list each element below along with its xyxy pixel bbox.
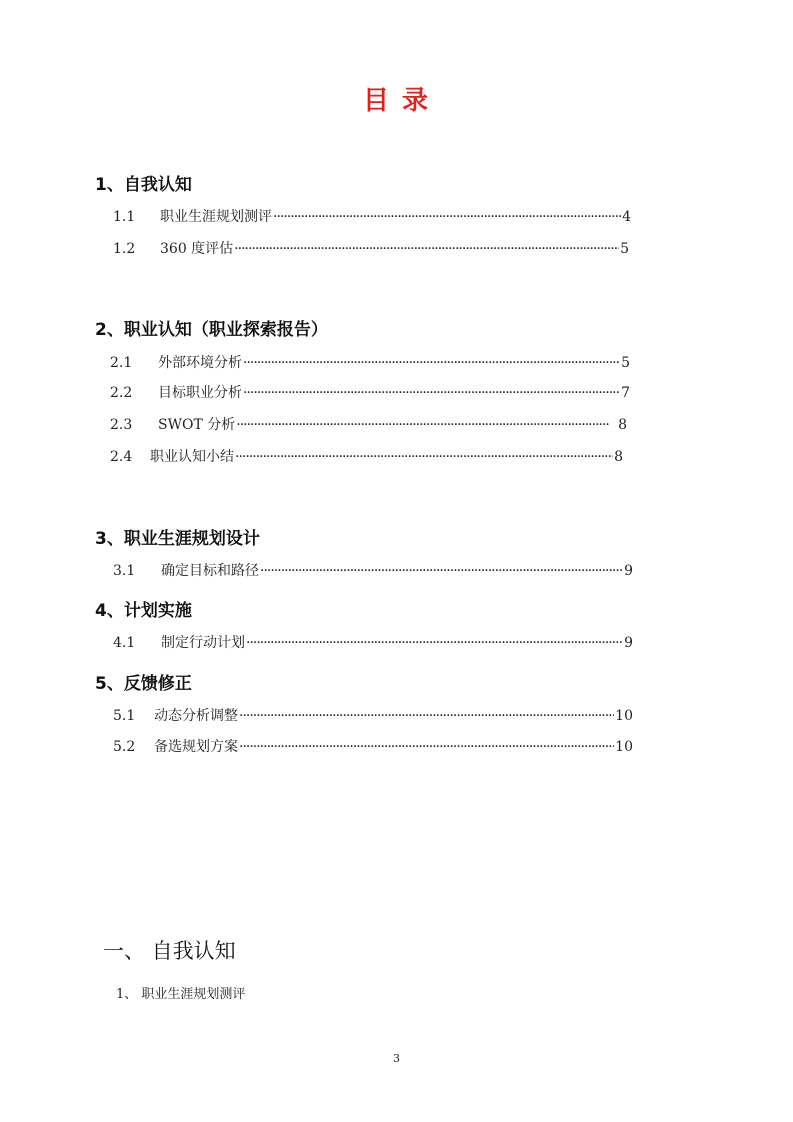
toc-entry-number: 2.3 xyxy=(110,417,133,433)
toc-entry[interactable] xyxy=(113,560,633,580)
toc-entry-page: 10 xyxy=(615,708,633,724)
toc-entry-number: 1.1 xyxy=(113,209,136,225)
toc-entry[interactable] xyxy=(110,382,630,402)
toc-entry[interactable] xyxy=(110,352,630,372)
toc-leader-dots xyxy=(234,241,619,257)
subheading: 1、 职业生涯规划测评 xyxy=(116,987,246,1002)
toc-entry-page: 10 xyxy=(615,739,633,755)
toc-leader-dots xyxy=(243,355,620,371)
toc-entry-page: 9 xyxy=(624,635,633,651)
chapter-title: 一、 自我认知 xyxy=(103,939,236,963)
toc-leader-dots xyxy=(273,209,621,225)
toc-entry[interactable] xyxy=(113,705,633,725)
toc-leader-dots xyxy=(239,708,614,724)
toc-leader-dots xyxy=(246,635,623,651)
toc-leader-dots xyxy=(236,417,610,433)
toc-entry-number: 1.2 xyxy=(113,241,136,257)
toc-leader-dots xyxy=(260,563,623,579)
toc-entry-number: 3.1 xyxy=(113,563,136,579)
toc-entry-page: 9 xyxy=(624,563,633,579)
toc-entry-page: 5 xyxy=(621,355,630,371)
toc-entry-label: 确定目标和路径 xyxy=(161,563,259,579)
toc-entry-label: 制定行动计划 xyxy=(161,635,245,651)
toc-entry-number: 4.1 xyxy=(113,635,136,651)
toc-entry-label: 职业认知小结 xyxy=(150,449,234,465)
toc-entry-label: 360 度评估 xyxy=(160,241,234,257)
toc-entry-number: 2.1 xyxy=(110,355,133,371)
toc-entry[interactable] xyxy=(113,632,633,652)
toc-entry-number: 5.2 xyxy=(113,739,136,755)
toc-leader-dots xyxy=(235,449,613,465)
toc-entry-label: 备选规划方案 xyxy=(154,739,238,755)
toc-section-heading-5: 5、反馈修正 xyxy=(95,674,192,694)
toc-entry-page: 8 xyxy=(614,449,623,465)
toc-section-heading-1: 1、自我认知 xyxy=(95,175,192,195)
toc-section-heading-3: 3、职业生涯规划设计 xyxy=(95,529,260,549)
toc-entry-label: 外部环境分析 xyxy=(158,355,242,371)
toc-entry[interactable] xyxy=(113,206,631,226)
toc-entry-number: 5.1 xyxy=(113,708,136,724)
toc-leader-dots xyxy=(243,385,620,401)
toc-section-heading-4: 4、计划实施 xyxy=(95,601,192,621)
toc-section-heading-2: 2、职业认知（职业探索报告） xyxy=(95,320,328,340)
toc-entry-number: 2.2 xyxy=(110,385,133,401)
toc-entry[interactable] xyxy=(110,446,623,466)
toc-entry-label: 职业生涯规划测评 xyxy=(160,209,272,225)
toc-entry[interactable] xyxy=(113,238,629,258)
page-number: 3 xyxy=(393,1052,400,1065)
toc-title: 目 录 xyxy=(362,86,431,116)
toc-leader-dots xyxy=(239,739,614,755)
toc-entry[interactable] xyxy=(113,736,633,756)
toc-entry-label: 动态分析调整 xyxy=(154,708,238,724)
toc-entry[interactable] xyxy=(110,414,627,434)
toc-entry-label: SWOT 分析 xyxy=(158,417,236,433)
toc-entry-label: 目标职业分析 xyxy=(158,385,242,401)
toc-entry-page: 7 xyxy=(621,385,630,401)
toc-entry-number: 2.4 xyxy=(110,449,133,465)
toc-entry-page: 8 xyxy=(618,417,627,433)
toc-entry-page: 4 xyxy=(622,209,631,225)
toc-entry-page: 5 xyxy=(620,241,629,257)
